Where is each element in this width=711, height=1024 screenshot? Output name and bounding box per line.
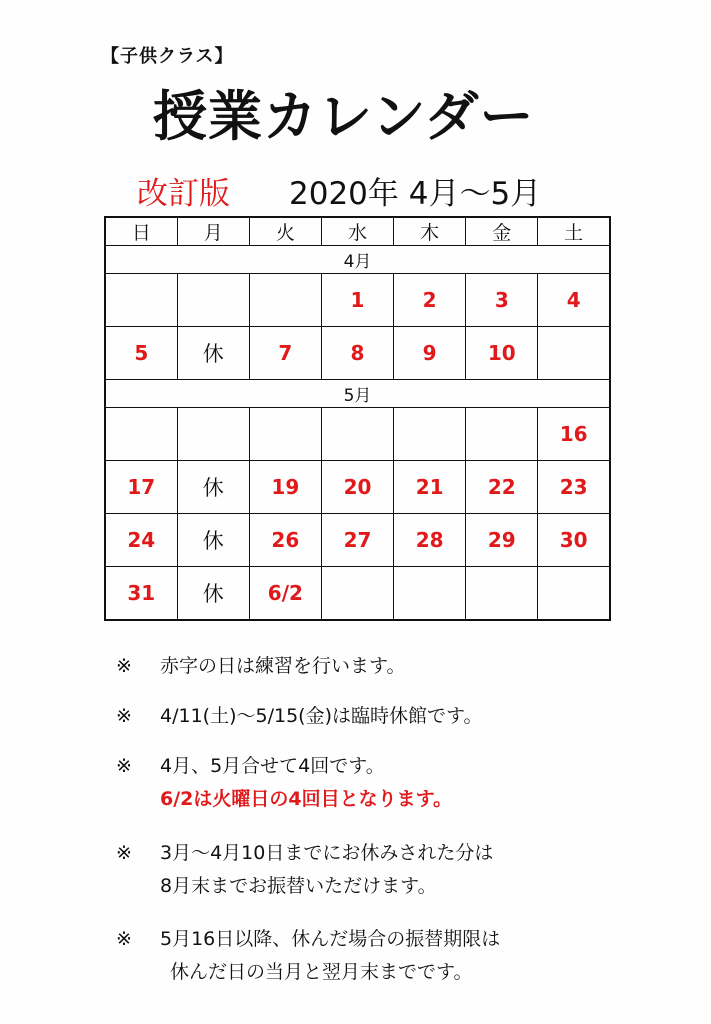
lesson-calendar <box>104 216 611 621</box>
day-cell: 19 <box>249 461 321 514</box>
note-text: 5月16日以降、休んだ場合の振替期限は <box>160 928 501 950</box>
day-cell: 27 <box>321 514 393 567</box>
week-row <box>105 327 610 380</box>
note-text: 4/11(土)～5/15(金)は臨時休館です。 <box>160 705 483 727</box>
day-cell <box>249 274 321 327</box>
week-row <box>105 514 610 567</box>
day-cell <box>177 408 249 461</box>
day-cell: 21 <box>394 461 466 514</box>
day-cell: 3 <box>466 274 538 327</box>
revised-label: 改訂版 <box>137 176 230 212</box>
week-row <box>105 461 610 514</box>
note-text: 4月、5月合せて4回です。 <box>160 755 385 777</box>
day-cell <box>321 408 393 461</box>
weekday-fri: 金 <box>466 217 538 246</box>
day-cell: 10 <box>466 327 538 380</box>
week-row <box>105 567 610 621</box>
weekday-sun: 日 <box>105 217 177 246</box>
note-highlight: 6/2は火曜日の4回目となります。 <box>160 788 453 810</box>
day-cell: 17 <box>105 461 177 514</box>
day-cell: 8 <box>321 327 393 380</box>
day-cell: 16 <box>538 408 610 461</box>
day-cell <box>538 567 610 621</box>
notes-list <box>116 650 500 989</box>
page-title: 授業カレンダー <box>153 85 535 148</box>
note-text: 8月末までお振替いただけます。 <box>160 875 437 897</box>
note-mark: ※ <box>116 655 132 677</box>
period-label: 2020年 4月～5月 <box>289 176 542 212</box>
closed-day-cell: 休 <box>177 567 249 621</box>
closed-day-cell: 休 <box>177 514 249 567</box>
day-cell <box>466 408 538 461</box>
day-cell: 2 <box>394 274 466 327</box>
note-text: 休んだ日の当月と翌月末までです。 <box>170 961 473 983</box>
day-cell: 9 <box>394 327 466 380</box>
day-cell <box>538 327 610 380</box>
day-cell <box>105 408 177 461</box>
weekday-tue: 火 <box>249 217 321 246</box>
day-cell <box>177 274 249 327</box>
note-item <box>116 700 500 733</box>
weekday-sat: 土 <box>538 217 610 246</box>
week-row <box>105 408 610 461</box>
day-cell: 28 <box>394 514 466 567</box>
weekday-thu: 木 <box>394 217 466 246</box>
day-cell <box>466 567 538 621</box>
day-cell <box>249 408 321 461</box>
note-text: 3月～4月10日までにお休みされた分は <box>160 842 494 864</box>
note-text: 赤字の日は練習を行います。 <box>160 655 406 677</box>
day-cell <box>394 567 466 621</box>
note-item <box>116 650 500 683</box>
month-label: 5月 <box>105 380 610 408</box>
note-item <box>116 750 500 816</box>
day-cell <box>394 408 466 461</box>
closed-day-cell: 休 <box>177 461 249 514</box>
day-cell: 23 <box>538 461 610 514</box>
month-label: 4月 <box>105 246 610 274</box>
weekday-wed: 水 <box>321 217 393 246</box>
month-row-may <box>105 380 610 408</box>
note-mark: ※ <box>116 755 132 777</box>
day-cell: 5 <box>105 327 177 380</box>
note-item <box>116 837 500 903</box>
day-cell <box>321 567 393 621</box>
day-cell: 31 <box>105 567 177 621</box>
month-row-april <box>105 246 610 274</box>
day-cell: 1 <box>321 274 393 327</box>
day-cell: 30 <box>538 514 610 567</box>
day-cell: 22 <box>466 461 538 514</box>
day-cell: 7 <box>249 327 321 380</box>
day-cell: 29 <box>466 514 538 567</box>
day-cell: 20 <box>321 461 393 514</box>
note-mark: ※ <box>116 928 132 950</box>
day-cell: 6/2 <box>249 567 321 621</box>
weekday-mon: 月 <box>177 217 249 246</box>
class-label: 【子供クラス】 <box>101 46 234 67</box>
day-cell: 24 <box>105 514 177 567</box>
day-cell <box>105 274 177 327</box>
note-mark: ※ <box>116 842 132 864</box>
weekday-header-row <box>105 217 610 246</box>
closed-day-cell: 休 <box>177 327 249 380</box>
day-cell: 26 <box>249 514 321 567</box>
note-mark: ※ <box>116 705 132 727</box>
week-row <box>105 274 610 327</box>
day-cell: 4 <box>538 274 610 327</box>
note-item <box>116 923 500 989</box>
